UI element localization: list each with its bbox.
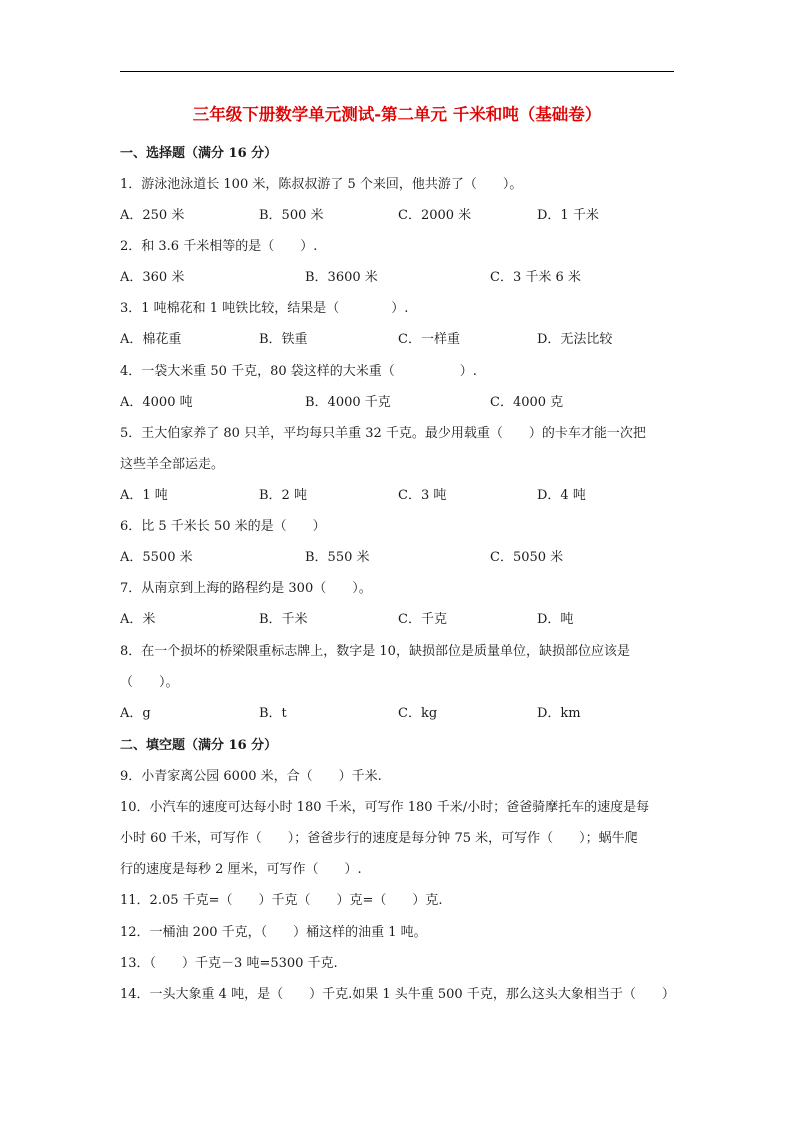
question-5-line-2: 这些羊全部运走。: [120, 457, 225, 472]
q7-option-b: B．千米: [259, 612, 308, 627]
question-11: 11．2.05 千克=（ ）千克（ ）克=（ ）克.: [120, 893, 443, 908]
q7-option-d: D．吨: [537, 612, 574, 627]
q2-option-a: A．360 米: [120, 270, 185, 285]
question-10-line-2: 小时 60 千米，可写作（ ）；爸爸步行的速度是每分钟 75 米，可写作（ ）；蜗牛爬: [120, 831, 638, 846]
q1-option-a: A．250 米: [120, 208, 185, 223]
question-10-line-1: 10．小汽车的速度可达每小时 180 千米，可写作 180 千米/小时；爸爸骑摩托车的速度是每: [120, 800, 650, 815]
q7-option-c: C．千克: [398, 612, 447, 627]
q6-option-a: A．5500 米: [120, 550, 193, 565]
section-heading-fill: 二、填空题（满分 16 分）: [120, 738, 278, 753]
q5-option-c: C．3 吨: [398, 488, 447, 503]
q7-option-a: A．米: [120, 612, 156, 627]
question-4: 4．一袋大米重 50 千克，80 袋这样的大米重（ ）.: [120, 364, 477, 379]
q6-option-c: C．5050 米: [490, 550, 564, 565]
page-title: 三年级下册数学单元测试-第二单元 千米和吨（基础卷）: [192, 105, 602, 124]
q8-option-b: B．t: [259, 706, 287, 721]
q3-option-d: D．无法比较: [537, 332, 613, 347]
question-1: 1．游泳池泳道长 100 米，陈叔叔游了 5 个来回，他共游了（ ）。: [120, 177, 523, 192]
q4-option-a: A．4000 吨: [120, 395, 193, 410]
q6-option-b: B．550 米: [305, 550, 370, 565]
question-3: 3．1 吨棉花和 1 吨铁比较，结果是（ ）.: [120, 301, 409, 316]
question-10-line-3: 行的速度是每秒 2 厘米，可写作（ ）.: [120, 862, 362, 877]
q8-option-d: D．km: [537, 706, 581, 721]
question-8-line-1: 8．在一个损坏的桥梁限重标志牌上，数字是 10，缺损部位是质量单位，缺损部位应该是: [120, 644, 630, 659]
question-2: 2．和 3.6 千米相等的是（ ）.: [120, 239, 318, 254]
q5-option-b: B．2 吨: [259, 488, 307, 503]
q4-option-c: C．4000 克: [490, 395, 564, 410]
q3-option-a: A．棉花重: [120, 332, 182, 347]
question-13: 13．（ ）千克－3 吨=5300 千克.: [120, 956, 338, 971]
q2-option-b: B．3600 米: [305, 270, 378, 285]
question-9: 9．小青家离公园 6000 米，合（ ）千米.: [120, 769, 382, 784]
q1-option-d: D．1 千米: [537, 208, 599, 223]
q8-option-c: C．kg: [398, 706, 438, 721]
q1-option-b: B．500 米: [259, 208, 324, 223]
question-6: 6．比 5 千米长 50 米的是（ ）: [120, 519, 326, 534]
q3-option-c: C．一样重: [398, 332, 460, 347]
q8-option-a: A．g: [120, 706, 151, 721]
question-14: 14．一头大象重 4 吨，是（ ）千克.如果 1 头牛重 500 千克，那么这头大象相当于（ ）: [120, 987, 675, 1002]
header-rule: [120, 71, 674, 72]
q5-option-a: A．1 吨: [120, 488, 168, 503]
q2-option-c: C．3 千米 6 米: [490, 270, 581, 285]
question-7: 7．从南京到上海的路程约是 300（ ）。: [120, 581, 372, 596]
q1-option-c: C．2000 米: [398, 208, 472, 223]
question-5-line-1: 5．王大伯家养了 80 只羊，平均每只羊重 32 千克。最少用载重（ ）的卡车才能一次把: [120, 426, 646, 441]
q5-option-d: D．4 吨: [537, 488, 586, 503]
section-heading-choice: 一、选择题（满分 16 分）: [120, 146, 278, 161]
q4-option-b: B．4000 千克: [305, 395, 391, 410]
q3-option-b: B．铁重: [259, 332, 308, 347]
question-8-line-2: （ ）。: [120, 675, 179, 690]
question-12: 12．一桶油 200 千克，（ ）桶这样的油重 1 吨。: [120, 925, 427, 940]
